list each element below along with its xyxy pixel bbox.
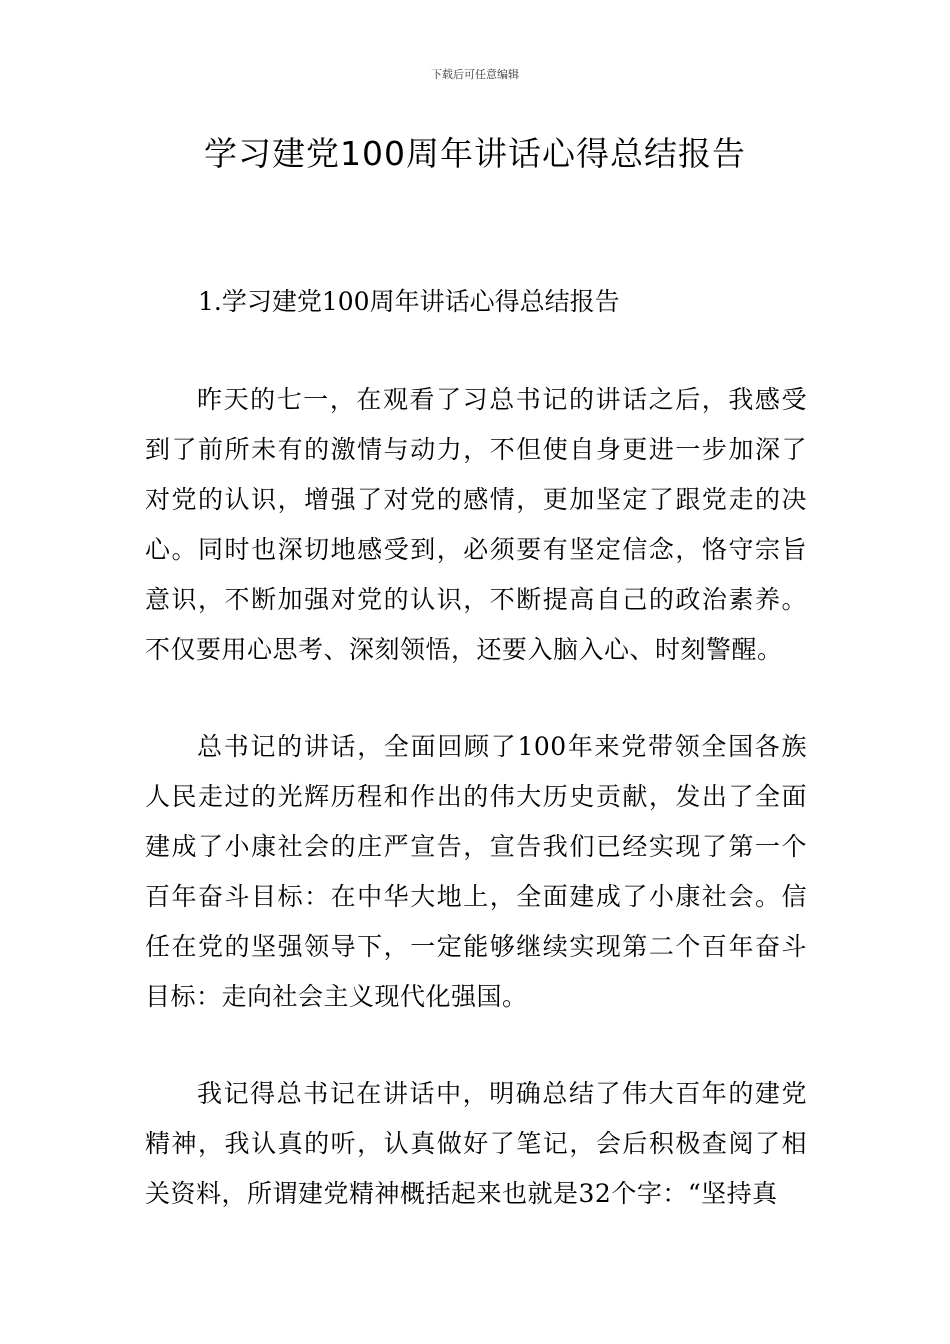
section-heading: 1.学习建党100周年讲话心得总结报告 <box>198 287 620 316</box>
body-paragraph: 总书记的讲话，全面回顾了100年来党带领全国各族人民走过的光辉历程和作出的伟大历史贡献，发出了全面建成了小康社会的庄严宣告，宣告我们已经实现了第一个百年奋斗目标：在中华大地上，全面建成了小康社会。信任在党的坚强领导下，一定能够继续实现第二个百年奋斗目标：走向社会主义现代化强国。 <box>145 732 807 1011</box>
body-paragraph: 昨天的七一，在观看了习总书记的讲话之后，我感受到了前所未有的激情与动力，不但使自身更进一步加深了对党的认识，增强了对党的感情，更加坚定了跟党走的决心。同时也深切地感受到，必须要有坚定信念，恪守宗旨意识，不断加强对党的认识，不断提高自己的政治素养。不仅要用心思考、深刻领悟，还要入脑入心、时刻警醒。 <box>145 385 807 664</box>
body-paragraph: 我记得总书记在讲话中，明确总结了伟大百年的建党精神，我认真的听，认真做好了笔记，会后积极查阅了相关资料，所谓建党精神概括起来也就是32个字：“坚持真 <box>145 1079 807 1208</box>
header-note: 下载后可任意编辑 <box>431 68 519 81</box>
document-title: 学习建党100周年讲话心得总结报告 <box>204 134 746 173</box>
